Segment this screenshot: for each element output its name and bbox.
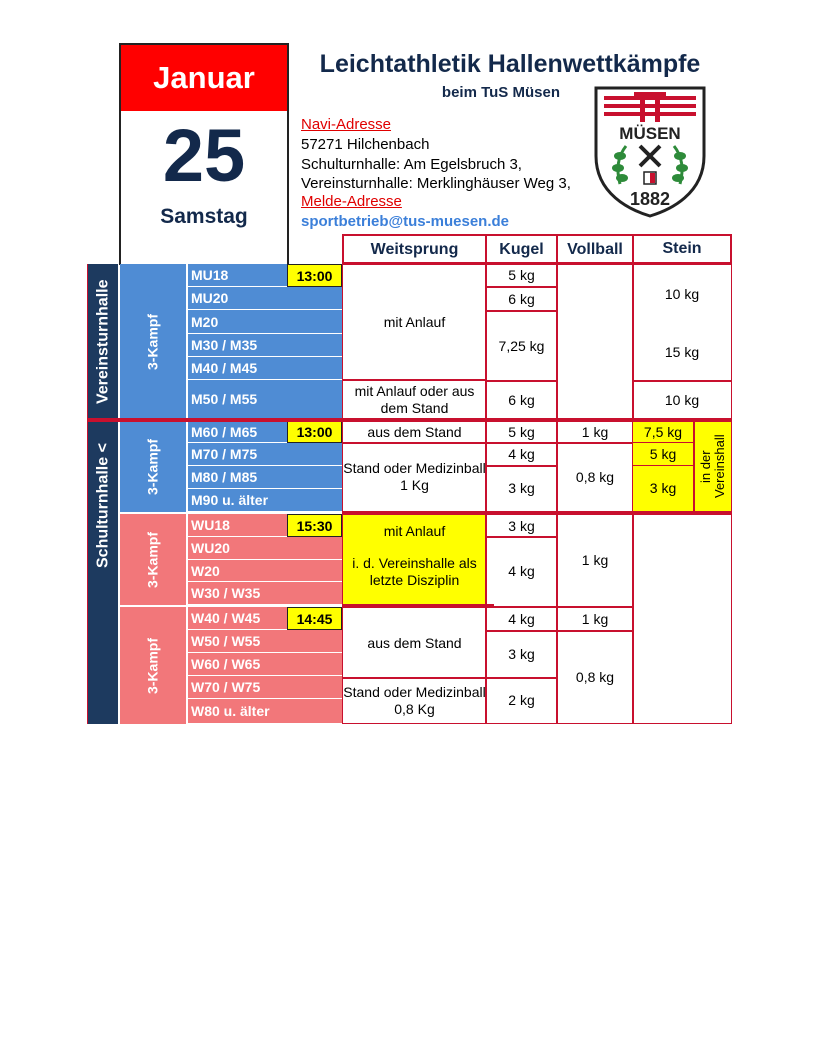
class-row: M50 / M55 (188, 380, 342, 419)
group-separator-2-3 (342, 511, 732, 514)
class-row: W60 / W65 (188, 653, 342, 676)
class-row: W50 / W55 (188, 630, 342, 653)
hall-separator (88, 418, 732, 422)
group-separator-3-4 (342, 604, 494, 607)
g1-weitsprung-b: mit Anlauf oder aus dem Stand (342, 380, 487, 419)
g3-weitsprung-a: mit Anlauf (383, 523, 446, 539)
g1-kugel-4: 6 kg (485, 380, 558, 421)
header-kugel: Kugel (485, 234, 558, 264)
start-time-g2: 13:00 (287, 421, 342, 443)
calendar-weekday: Samstag (160, 205, 248, 228)
address-schulturnhalle: Schulturnhalle: Am Egelsbruch 3, (301, 156, 522, 173)
table-left-border (87, 264, 88, 724)
g3-kugel-2: 4 kg (485, 536, 558, 607)
class-row: M70 / M75 (188, 443, 342, 466)
g2-weitsprung-a: aus dem Stand (342, 421, 487, 444)
class-row: W70 / W75 (188, 676, 342, 699)
class-row: W20 (188, 560, 342, 582)
g1-stein-block (632, 264, 732, 382)
g3-weitsprung (342, 514, 487, 607)
g3-kugel-1: 3 kg (485, 514, 558, 538)
g4-weitsprung-a: aus dem Stand (342, 607, 487, 679)
g2-stein-note: in der Vereinshall (698, 434, 727, 499)
g2-stein-1: 7,5 kg (632, 421, 694, 444)
g1-weitsprung-a: mit Anlauf (342, 264, 487, 380)
class-row: M20 (188, 310, 342, 334)
hall-label-schulturnhalle: Schulturnhalle < (94, 443, 112, 569)
g1-stein-1: 10 kg (664, 285, 700, 302)
navi-address-link[interactable]: Navi-Adresse (301, 116, 392, 133)
class-row: W30 / W35 (188, 582, 342, 605)
calendar-day: 25 (162, 114, 246, 197)
start-time-g4: 14:45 (287, 607, 342, 630)
g1-stein-2: 15 kg (664, 343, 700, 360)
group-bar-1 (120, 264, 186, 419)
class-row: M60 / M65 (188, 421, 342, 443)
g3-weitsprung-b: i. d. Vereinshalle als letzte Disziplin (352, 555, 477, 588)
g4-weitsprung-b: Stand oder Medizinball 0,8 Kg (342, 677, 487, 724)
group-bar-4 (120, 607, 186, 724)
class-row: MU18 (188, 264, 342, 287)
g1-kugel-1: 5 kg (485, 264, 558, 287)
logo-year: 1882 (629, 189, 671, 209)
logo-name: MÜSEN (619, 124, 681, 143)
start-time-g3: 15:30 (287, 514, 342, 537)
class-row: W80 u. älter (188, 699, 342, 724)
g2-weitsprung-b: Stand oder Medizinball 1 Kg (342, 442, 487, 512)
g1-kugel-2: 6 kg (485, 287, 558, 312)
class-row: WU18 (188, 514, 342, 537)
class-row: WU20 (188, 537, 342, 560)
class-row: M90 u. älter (188, 489, 342, 512)
g2-kugel-2: 4 kg (485, 442, 558, 467)
g4-vollball-1: 1 kg (556, 607, 634, 632)
group-label-1: 3-Kampf (144, 313, 161, 370)
hall-label-vereinsturnhalle: Vereinsturnhalle (94, 279, 112, 404)
group-bar-3 (120, 514, 186, 605)
g2-vollball-1: 1 kg (556, 421, 634, 444)
header-vollball: Vollball (556, 234, 634, 264)
melde-address-link[interactable]: Melde-Adresse (301, 193, 402, 210)
g2-stein-note-box (694, 421, 732, 512)
class-row: MU20 (188, 287, 342, 310)
g2-kugel-3: 3 kg (485, 465, 558, 512)
calendar-month: Januar (121, 45, 287, 111)
page-subtitle: beim TuS Müsen (441, 84, 560, 101)
g1-kugel-3: 7,25 kg (485, 310, 558, 382)
g4-vollball-2: 0,8 kg (556, 630, 634, 724)
class-row: M30 / M35 (188, 334, 342, 357)
g4-kugel-2: 3 kg (485, 630, 558, 679)
g4-kugel-3: 2 kg (485, 677, 558, 724)
address-vereinsturnhalle: Vereinsturnhalle: Merklinghäuser Weg 3, (301, 175, 571, 192)
g4-kugel-1: 4 kg (485, 607, 558, 632)
g34-stein (632, 514, 732, 724)
g3-vollball: 1 kg (556, 514, 634, 607)
hall-bar-schulturnhalle (88, 421, 118, 724)
class-row: W40 / W45 (188, 607, 342, 630)
class-row: M40 / M45 (188, 357, 342, 380)
club-logo (590, 84, 710, 219)
hall-bar-vereinsturnhalle (88, 264, 118, 419)
header-stein: Stein (632, 234, 732, 264)
email-link[interactable]: sportbetrieb@tus-muesen.de (301, 213, 509, 230)
g2-stein-2: 5 kg (632, 442, 694, 467)
class-row: M80 / M85 (188, 466, 342, 489)
header-weitsprung: Weitsprung (342, 234, 487, 264)
g1-stein-3: 10 kg (632, 380, 732, 421)
calendar-sheet (119, 43, 289, 265)
page-title: Leichtathletik Hallenwettkämpfe (319, 50, 701, 78)
g1-vollball (556, 264, 634, 421)
g2-kugel-1: 5 kg (485, 421, 558, 444)
group-label-2: 3-Kampf (144, 438, 161, 495)
g2-stein-3: 3 kg (632, 465, 694, 512)
group-label-4: 3-Kampf (144, 637, 161, 694)
club-crest-icon (590, 84, 710, 219)
group-label-3: 3-Kampf (144, 531, 161, 588)
start-time-g1: 13:00 (287, 264, 342, 287)
group-bar-2 (120, 421, 186, 512)
address-city: 57271 Hilchenbach (301, 136, 430, 153)
g2-vollball-2: 0,8 kg (556, 442, 634, 512)
